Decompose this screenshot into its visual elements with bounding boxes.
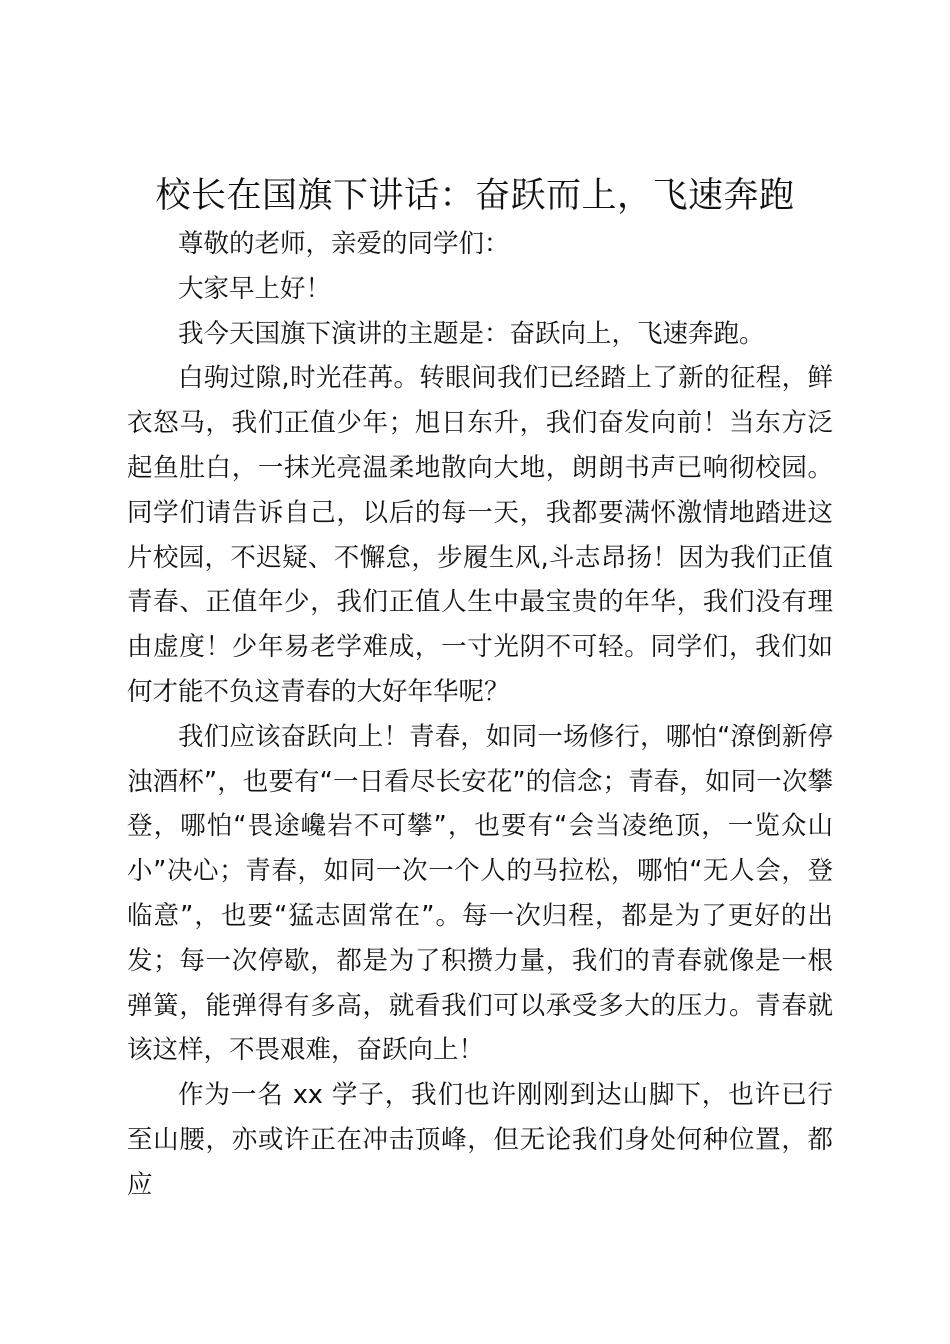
salutation-paragraph: 尊敬的老师，亲爱的同学们： [178, 229, 510, 259]
body-paragraph: 我们应该奋跃向上！青春，如同一场修行，哪怕“潦倒新停浊酒杯”，也要有“一日看尽长安花”的信念；青春，如同一次攀登，哪怕“畏途巉岩不可攀”，也要有“会当凌绝顶，一览众山小”决心；青春，如同一次一个人的马拉松，哪怕“无人会，登临意”，也要“猛志固常在”。每一次归程，都是为了更好的出发；每一次停歇，都是为了积攒力量，我们的青春就像是一根弹簧，能弹得有多高，就看我们可以承受多大的压力。青春就该这样，不畏艰难，奋跃向上！ [127, 721, 833, 1066]
body-paragraph: 作为一名 xx 学子，我们也许刚刚到达山脚下，也许已行至山腰，亦或许正在冲击顶峰，但无论我们身处何种位置，都应 [127, 1080, 833, 1200]
greeting-paragraph: 大家早上好！ [178, 273, 332, 304]
document-title: 校长在国旗下讲话：奋跃而上，飞速奔跑 [155, 176, 795, 216]
document-body [127, 222, 833, 1208]
body-paragraph: 白驹过隙,时光荏苒。转眼间我们已经踏上了新的征程，鲜衣怒马，我们正值少年；旭日东升，我们奋发向前！当东方泛起鱼肚白，一抹光亮温柔地散向大地，朗朗书声已响彻校园。同学们请告诉自己，以后的每一天，我都要满怀激情地踏进这片校园，不迟疑、不懈怠，步履生风,斗志昂扬！因为我们正值青春、正值年少，我们正值人生中最宝贵的年华，我们没有理由虚度！少年易老学难成，一寸光阴不可轻。同学们，我们如何才能不负这青春的大好年华呢？ [127, 363, 833, 707]
theme-paragraph: 我今天国旗下演讲的主题是：奋跃向上，飞速奔跑。 [178, 318, 765, 349]
